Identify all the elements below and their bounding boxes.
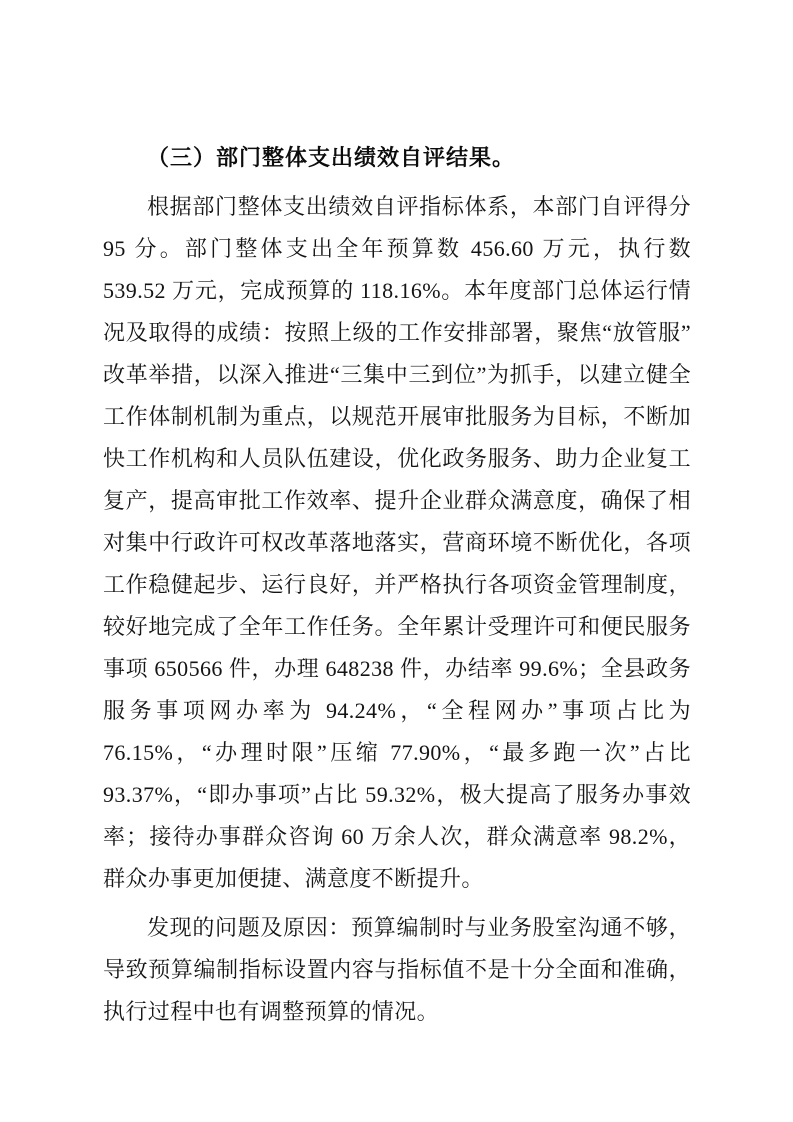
body-paragraph-results: 根据部门整体支出绩效自评指标体系，本部门自评得分 95 分。部门整体支出全年预算数 456.60 万元，执行数 539.52 万元，完成预算的 118.16%。本年度部门总体运行情况及取得的成绩：按照上级的工作安排部署，聚焦“放管服”改革举措，以深入推进“三集中三到位”为抓手，以建立健全工作体制机制为重点，以规范开展审批服务为目标，不断加快工作机构和人员队伍建设，优化政务服务、助力企业复工复产，提高审批工作效率、提升企业群众满意度，确保了相对集中行政许可权改革落地落实，营商环境不断优化，各项工作稳健起步、运行良好，并严格执行各项资金管理制度，较好地完成了全年工作任务。全年累计受理许可和便民服务事项 650566 件，办理 648238 件，办结率 99.6%；全县政务服务事项网办率为 94.24%，“全程网办”事项占比为 76.15%，“办理时限”压缩 77.90%，“最多跑一次”占比 93.37%，“即办事项”占比 59.32%，极大提高了服务办事效率；接待办事群众咨询 60 万余人次，群众满意率 98.2%，群众办事更加便捷、满意度不断提升。 (103, 194, 691, 891)
section-heading: （三）部门整体支出绩效自评结果。 (147, 145, 516, 170)
body-paragraph-problems: 发现的问题及原因：预算编制时与业务股室沟通不够，导致预算编制指标设置内容与指标值不是十分全面和准确，执行过程中也有调整预算的情况。 (103, 915, 691, 1024)
document-content (103, 137, 691, 1033)
